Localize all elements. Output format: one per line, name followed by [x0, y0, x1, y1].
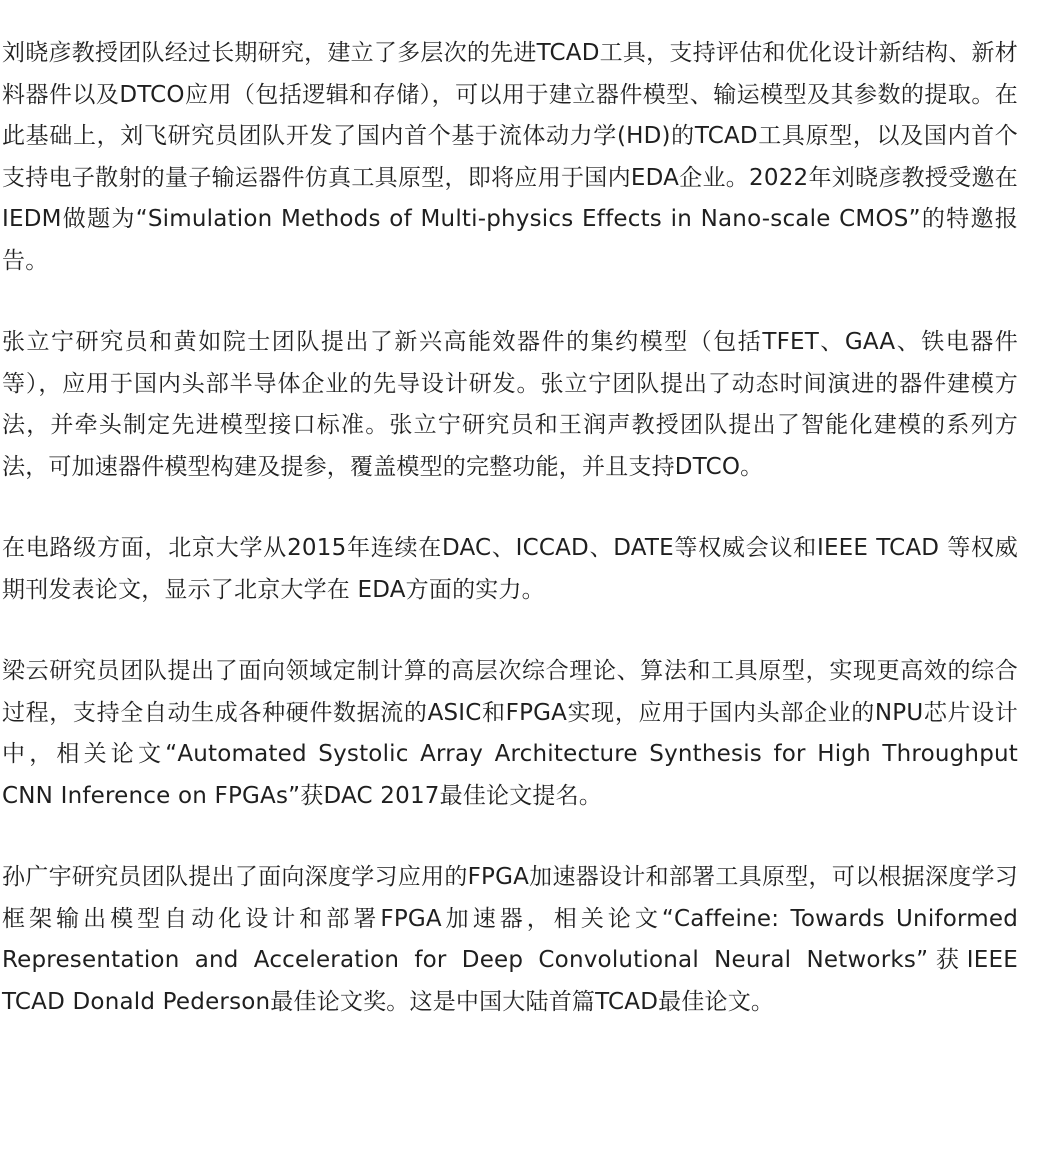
paragraph-fpga-accelerator: 孙广宇研究员团队提出了面向深度学习应用的FPGA加速器设计和部署工具原型，可以根据深度学习框架输出模型自动化设计和部署FPGA加速器，相关论文“Caffeine: Towards Uniformed Representation and Acceleration for Deep Convolutional Neural Networks”获IEEE TCAD Donald Pederson最佳论文奖。这是中国大陆首篇TCAD最佳论文。 — [2, 864, 1018, 1015]
paragraph-tcad-tools: 刘晓彦教授团队经过长期研究，建立了多层次的先进TCAD工具，支持评估和优化设计新结构、新材料器件以及DTCO应用（包括逻辑和存储），可以用于建立器件模型、输运模型及其参数的提取。在此基础上，刘飞研究员团队开发了国内首个基于流体动力学(HD)的TCAD工具原型，以及国内首个支持电子散射的量子输运器件仿真工具原型，即将应用于国内EDA企业。2022年刘晓彦教授受邀在IEDM做题为“Simulation Methods of Multi-physics Effects in Nano-scale CMOS”的特邀报告。 — [2, 40, 1018, 274]
article-body — [2, 33, 1018, 1063]
paragraph-circuit-level: 在电路级方面，北京大学从2015年连续在DAC、ICCAD、DATE等权威会议和IEEE TCAD 等权威期刊发表论文，显示了北京大学在 EDA方面的实力。 — [2, 535, 1018, 603]
paragraph-compact-models: 张立宁研究员和黄如院士团队提出了新兴高能效器件的集约模型（包括TFET、GAA、铁电器件等），应用于国内头部半导体企业的先导设计研发。张立宁团队提出了动态时间演进的器件建模方法，并牵头制定先进模型接口标准。张立宁研究员和王润声教授团队提出了智能化建模的系列方法，可加速器件模型构建及提参，覆盖模型的完整功能，并且支持DTCO。 — [2, 329, 1018, 480]
paragraph-high-level-synthesis: 梁云研究员团队提出了面向领域定制计算的高层次综合理论、算法和工具原型，实现更高效的综合过程，支持全自动生成各种硬件数据流的ASIC和FPGA实现，应用于国内头部企业的NPU芯片设计中，相关论文“Automated Systolic Array Architecture Synthesis for High Throughput CNN Inference on FPGAs”获DAC 2017最佳论文提名。 — [2, 658, 1018, 809]
